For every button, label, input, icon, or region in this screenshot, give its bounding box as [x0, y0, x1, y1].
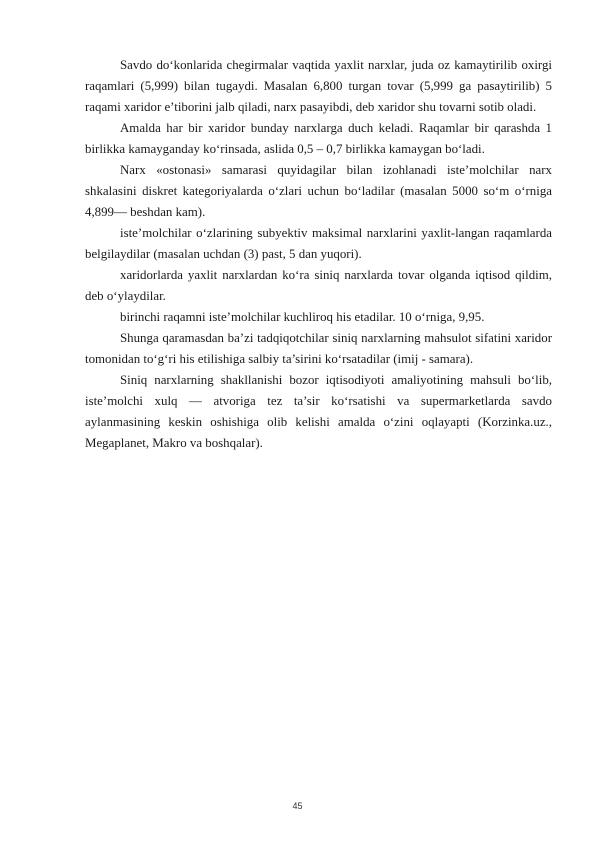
paragraph: Shunga qaramasdan ba’zi tadqiqotchilar siniq narxlarning mahsulot sifatini xaridor tomonidan to‘g‘ri his etilishiga salbiy ta’sirini ko‘rsatadilar (imij - samara).	[85, 331, 552, 366]
paragraph: Savdo do‘konlarida chegirmalar vaqtida yaxlit narxlar, juda oz kamaytirilib oxirgi raqamlari (5,999) bilan tugaydi. Masalan 6,800 turgan tovar (5,999 ga pasaytirilib) 5 raqami xaridor e’tiborini jalb qiladi, narx pasayibdi, deb xaridor shu tovarni sotib oladi.	[85, 58, 552, 114]
paragraph: Amalda har bir xaridor bunday narxlarga duch keladi. Raqamlar bir qarashda 1 birlikka kamayganday ko‘rinsada, aslida 0,5 – 0,7 birlikka kamaygan bo‘ladi.	[85, 121, 552, 156]
paragraph: birinchi raqamni iste’molchilar kuchliroq his etadilar. 10 o‘rniga, 9,95.	[120, 310, 485, 324]
page-body-text	[85, 55, 552, 454]
paragraph: iste’molchilar o‘zlarining subyektiv maksimal narxlarini yaxlit-langan raqamlarda belgilaydilar (masalan uchdan (3) past, 5 dan yuqori).	[85, 226, 552, 261]
paragraph: xaridorlarda yaxlit narxlardan ko‘ra siniq narxlarda tovar olganda iqtisod qildim, deb o‘ylaydilar.	[85, 268, 552, 303]
page-number: 45	[292, 801, 303, 811]
paragraph: Siniq narxlarning shakllanishi bozor iqtisodiyoti amaliyotining mahsuli bo‘lib, iste’molchi xulq — atvoriga tez ta’sir ko‘rsatishi va supermarketlarda savdo aylanmasining keskin oshishiga olib kelishi amalda o‘zini oqlayapti (Korzinka.uz., Megaplanet, Makro va boshqalar).	[85, 373, 552, 450]
paragraph: Narx «ostonasi» samarasi quyidagilar bilan izohlanadi iste’molchilar narx shkalasini diskret kategoriyalarda o‘zlari uchun bo‘ladilar (masalan 5000 so‘m o‘rniga 4,899— beshdan kam).	[85, 163, 552, 219]
